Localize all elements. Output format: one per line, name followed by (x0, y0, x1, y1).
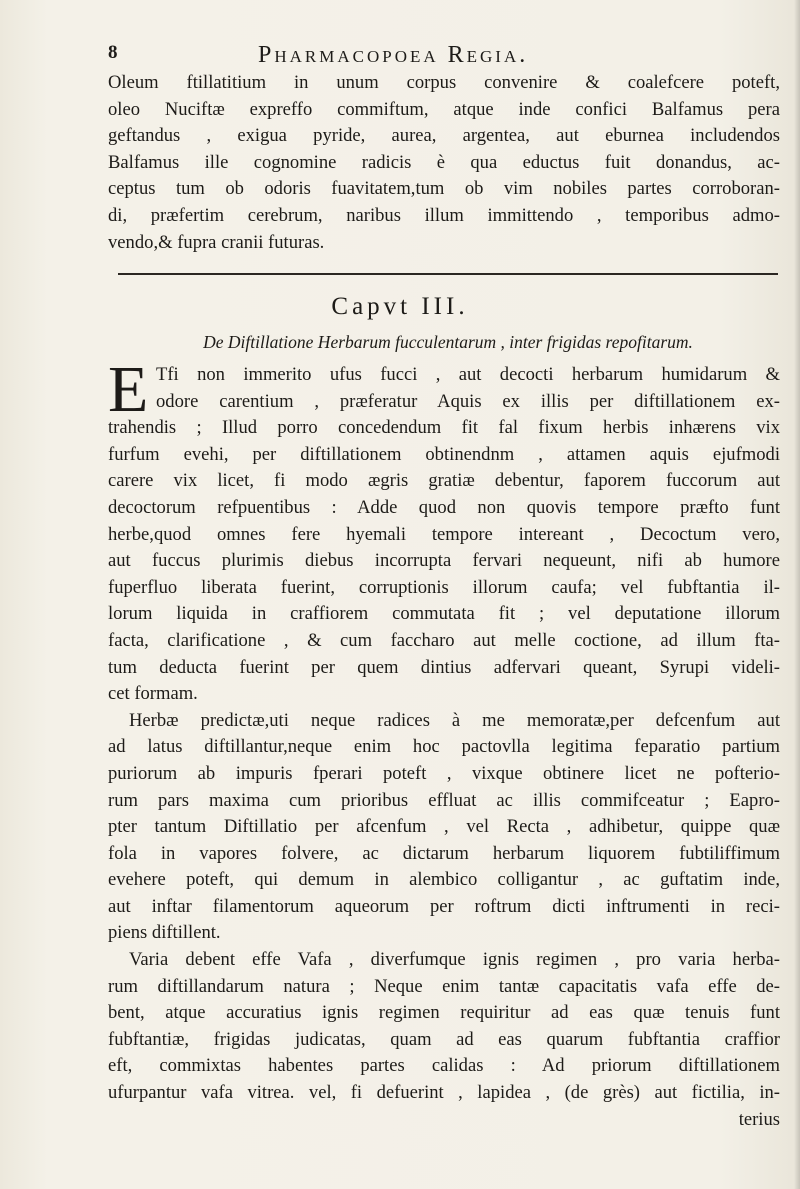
text-line: ad latus diftillantur,neque enim hoc pactovlla legitima feparatio partium (108, 736, 780, 758)
text-line: ceptus tum ob odoris fuavitatem,tum ob vim nobiles partes corroboran- (108, 178, 780, 200)
chapter-title: Capvt III. (331, 293, 469, 320)
text-line: oleo Nuciftæ expreffo commiftum, atque inde confici Balfamus pera (108, 98, 780, 120)
body-lines (108, 415, 780, 1106)
text-line: Varia debent effe Vafa , diverfumque ignis regimen , pro varia herba- (129, 949, 780, 971)
opening-paragraph (108, 70, 780, 256)
text-line: bent, atque accuratius ignis regimen requiritur ad eas quæ tenuis funt (108, 1002, 780, 1024)
text-line: fola in vapores folvere, ac dictarum herbarum liquorem fubtiliffimum (108, 842, 780, 864)
text-line: tum deducta fuerint per quem dintius adfervari queant, Syrupi videli- (108, 656, 780, 678)
text-line: di, præfertim cerebrum, naribus illum immittendo , temporibus admo- (108, 204, 780, 226)
page-header (108, 42, 798, 72)
text-line: aut fuccus plurimis diebus incorrupta fervari nequeunt, nifi ab humore (108, 550, 780, 572)
text-line: aut inftar filamentorum aqueorum per roftrum dicti inftrumenti in reci- (108, 895, 780, 917)
text-line: fubftantiæ, frigidas judicatas, quam ad eas quarum fubftantia craffior (108, 1028, 780, 1050)
text-line: eft, commixtas habentes partes calidas : Ad priorum diftillationem (108, 1055, 780, 1077)
text-line: evehere poteft, qui demum in alembico colligantur , ac guftatim inde, (108, 869, 780, 891)
text-line: Herbæ predictæ,uti neque radices à me memoratæ,per defcenfum aut (129, 709, 780, 731)
page-edge-shadow (794, 0, 800, 1189)
text-line: pter tantum Diftillatio per afcenfum , vel Recta , adhibetur, quippe quæ (108, 816, 780, 838)
text-line: furfum evehi, per diftillationem obtinendnm , attamen aquis ejufmodi (108, 443, 780, 465)
text-line: Tfi non immerito ufus fucci , aut decocti herbarum humidarum & (156, 364, 780, 385)
text-line: trahendis ; Illud porro concedendum fit fal fixum herbis inhærens vix (108, 417, 780, 439)
text-line: geftandus , exigua pyride, aurea, argentea, aut eburnea includendos (108, 125, 780, 147)
text-line: rum pars maxima cum prioribus effluat ac illis commifceatur ; Eapro- (108, 789, 780, 811)
text-line: herbe,quod omnes fere hyemali tempore intereant , Decoctum vero, (108, 523, 780, 545)
running-title: Pharmacopoea Regia. (258, 42, 529, 68)
text-line: ufurpantur vafa vitrea. vel, fi defuerint , lapidea , (de grès) aut fictilia, in- (108, 1082, 780, 1104)
text-line: Oleum ftillatitium in unum corpus convenire & coalefcere poteft, (108, 72, 780, 93)
text-line: odore carentium , præferatur Aquis ex illis per diftillationem ex- (156, 390, 780, 412)
page-number: 8 (108, 42, 118, 63)
chapter-body (108, 353, 780, 1133)
text-line: carere vix licet, fi modo ægris gratiæ debentur, faporem fuccorum aut (108, 470, 780, 492)
text-line: piens diftillent. (108, 922, 221, 944)
text-line: Balfamus ille cognomine radicis è qua eductus fuit donandus, ac- (108, 151, 780, 173)
text-line: cet formam. (108, 683, 198, 705)
text-line: rum diftillandarum natura ; Neque enim tantæ capacitatis vafa effe de- (108, 975, 780, 997)
section-rule (118, 273, 778, 275)
dropcap-lines (108, 362, 780, 415)
text-line: puriorum ab impuris fperari poteft , vixque obtinere licet ne pofterio- (108, 762, 780, 784)
text-line: vendo,& fupra cranii futuras. (108, 231, 325, 253)
text-line: facta, clarificatione , & cum faccharo aut melle coctione, ad illum fta- (108, 629, 780, 651)
drop-capital: E (108, 353, 149, 426)
text-line: fuperfluo liberata fuerint, corruptionis illorum caufa; vel fubftantia il- (108, 576, 780, 598)
catchword: terius (738, 1108, 780, 1130)
text-line: decoctorum refpuentibus : Adde quod non quovis tempore præfto funt (108, 496, 780, 518)
chapter-subtitle: De Diftillatione Herbarum fucculentarum , inter frigidas repofitarum. (203, 332, 693, 352)
text-line: lorum liquida in craffiorem commutata fit ; vel deputatione illorum (108, 603, 780, 625)
